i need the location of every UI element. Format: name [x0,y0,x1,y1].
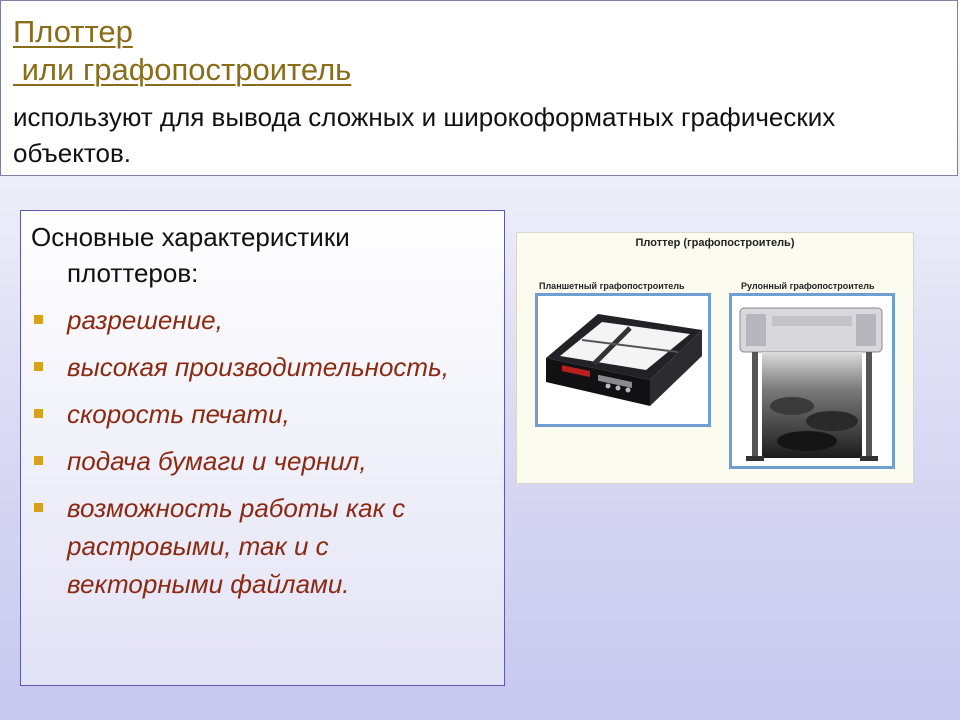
list-item [31,395,491,433]
bullet-marker-icon [34,503,43,512]
flatbed-caption: Планшетный графопостроитель [539,281,685,291]
flatbed-plotter-image [538,296,708,424]
title-line-1: Плоттер [13,14,133,49]
list-item-text: скорость печати, [67,399,290,429]
list-item-text: подача бумаги и чернил, [67,446,367,476]
roll-plotter-frame [729,293,895,469]
header-box [0,0,958,176]
heading-line-1: Основные характеристики [31,222,350,252]
characteristics-box [20,210,505,686]
list-item-text: разрешение, [67,305,223,335]
slide-title [13,13,351,89]
list-item-text: возможность работы как с растровыми, так и с векторными файлами. [67,493,406,599]
characteristics-heading [31,219,471,291]
bullet-marker-icon [34,315,43,324]
list-item [31,348,491,386]
title-line-2: или графопостроитель [13,52,352,87]
heading-line-2: плоттеров: [67,258,199,288]
list-item-text: высокая производительность, [67,352,449,382]
figure-title: Плоттер (графопостроитель) [635,237,795,249]
flatbed-plotter-frame [535,293,711,427]
characteristics-list [31,301,491,612]
plotter-figure [516,232,914,484]
roll-plotter-image [732,296,892,466]
bullet-marker-icon [34,409,43,418]
bullet-marker-icon [34,456,43,465]
roll-caption: Рулонный графопостроитель [741,281,875,291]
list-item [31,489,491,603]
bullet-marker-icon [34,362,43,371]
slide-subtitle: используют для вывода сложных и широкоформатных графических объектов. [13,102,836,168]
list-item [31,301,491,339]
list-item [31,442,491,480]
